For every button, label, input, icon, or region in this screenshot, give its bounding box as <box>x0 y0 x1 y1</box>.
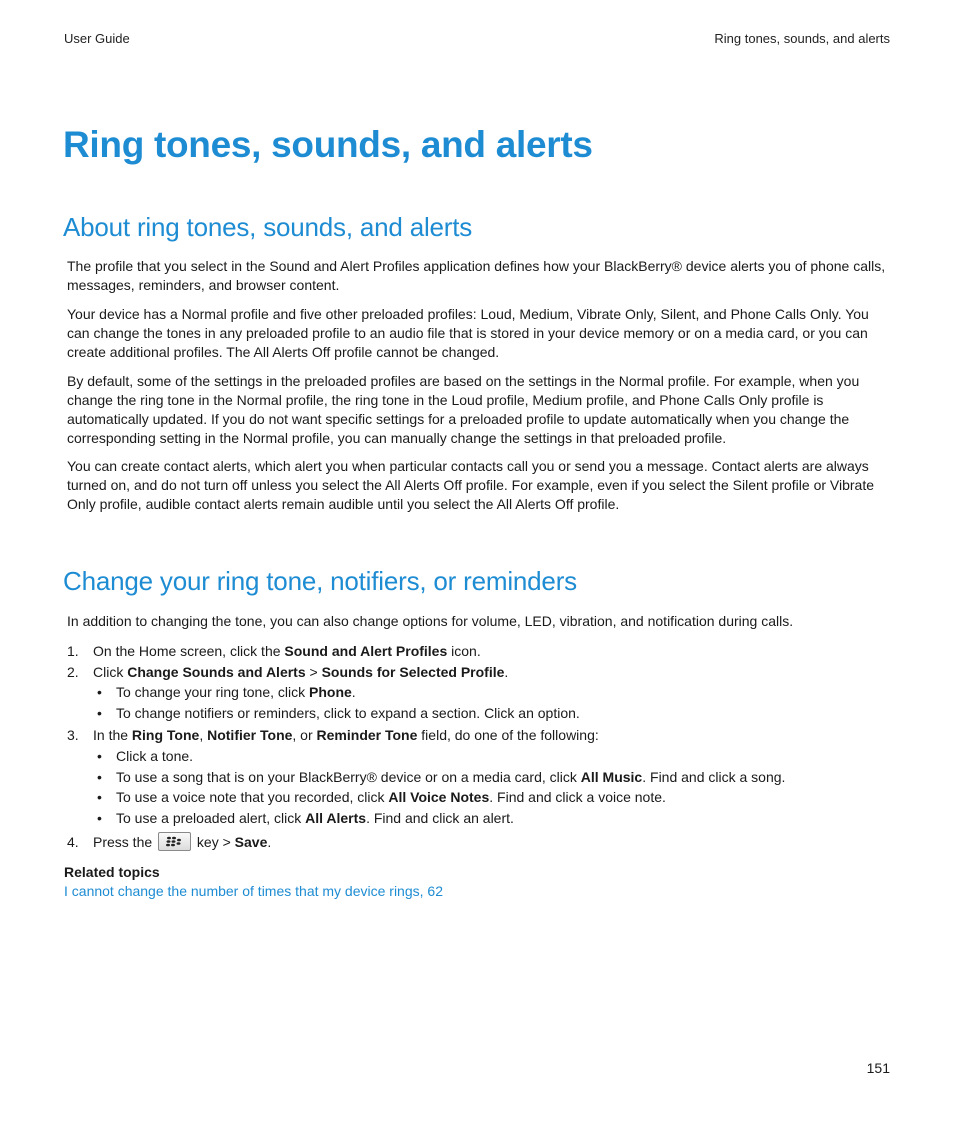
step-bold-text: Sound and Alert Profiles <box>284 643 448 659</box>
bullet-item <box>97 747 193 766</box>
step-text: On the Home screen, click the <box>93 643 285 659</box>
step-1 <box>67 642 481 661</box>
page-title: Ring tones, sounds, and alerts <box>63 124 593 165</box>
bullet-text: To use a voice note that you recorded, click <box>116 789 389 805</box>
step-2 <box>67 663 508 682</box>
bullet-text: . Find and click a voice note. <box>489 789 666 805</box>
step-bold-text: Change Sounds and Alerts <box>127 664 306 680</box>
bullet-item <box>97 788 666 807</box>
step-bold-text: Notifier Tone <box>207 727 293 743</box>
step-number: 4. <box>67 834 79 850</box>
bullet-dot: • <box>97 705 102 721</box>
section-heading-change: Change your ring tone, notifiers, or reminders <box>63 566 577 596</box>
bullet-text: Click a tone. <box>116 748 194 764</box>
related-topics-label: Related topics <box>64 864 160 880</box>
bullet-text: To use a song that is on your BlackBerry® device or on a media card, click <box>116 769 581 785</box>
bullet-item <box>97 768 785 787</box>
step-text: > <box>305 664 322 680</box>
section-heading-about: About ring tones, sounds, and alerts <box>63 212 473 242</box>
bullet-bold-text: All Voice Notes <box>388 789 490 805</box>
running-header-left: User Guide <box>64 31 130 46</box>
bullet-bold-text: All Music <box>580 769 643 785</box>
step-text: , or <box>292 727 317 743</box>
paragraph: By default, some of the settings in the preloaded profiles are based on the settings in the Normal profile. For example, when you change the ring tone in the Normal profile, the ring tone in the Loud profile, Medium profile, and Phone Calls Only profile is automatically updated. If you do not want specific settings for a preloaded profile to update automatically when you change the corresponding setting in the Normal profile, you can manually change the settings in that preloaded profile. <box>67 373 860 446</box>
related-topic-link[interactable]: I cannot change the number of times that my device rings, 62 <box>64 883 443 899</box>
step-text: icon. <box>447 643 481 659</box>
step-number: 3. <box>67 727 79 743</box>
step-text: Click <box>93 664 128 680</box>
paragraph: The profile that you select in the Sound and Alert Profiles application defines how your BlackBerry® device alerts you of phone calls, messages, reminders, and browser content. <box>67 258 886 293</box>
bullet-text: To change notifiers or reminders, click to expand a section. Click an option. <box>116 705 580 721</box>
step-number: 2. <box>67 664 79 680</box>
step-bold-text: Reminder Tone <box>316 727 418 743</box>
bullet-dot: • <box>97 810 102 826</box>
running-header-right: Ring tones, sounds, and alerts <box>714 31 890 46</box>
bullet-item <box>97 809 514 828</box>
bullet-dot: • <box>97 769 102 785</box>
step-text: field, do one of the following: <box>417 727 599 743</box>
step-bold-text: Sounds for Selected Profile <box>321 664 505 680</box>
step-text: Press the <box>93 834 157 850</box>
paragraph: You can create contact alerts, which alert you when particular contacts call you or send you a message. Contact alerts are always turned on, and do not turn off unless you select the All Alerts Off profile. For example, even if you select the Silent profile or Vibrate Only profile, audible contact alerts remain audible until you select the All Alerts Off profile. <box>67 458 875 512</box>
bullet-item <box>97 683 356 702</box>
step-3 <box>67 726 599 745</box>
bullet-text: . <box>351 684 356 700</box>
step-number: 1. <box>67 643 79 659</box>
step-text: . <box>504 664 509 680</box>
blackberry-menu-key-icon <box>158 832 191 851</box>
bullet-dot: • <box>97 684 102 700</box>
bullet-dot: • <box>97 789 102 805</box>
step-text: key > <box>193 834 235 850</box>
bullet-item <box>97 704 580 723</box>
page-number: 151 <box>866 1060 890 1076</box>
bullet-text: To use a preloaded alert, click <box>116 810 306 826</box>
bullet-text: . Find and click an alert. <box>366 810 514 826</box>
intro-paragraph: In addition to changing the tone, you can also change options for volume, LED, vibration, and notification during calls. <box>67 613 794 629</box>
bullet-text: . Find and click a song. <box>642 769 786 785</box>
step-bold-text: Save <box>234 834 268 850</box>
step-text: , <box>199 727 208 743</box>
step-text: . <box>267 834 272 850</box>
bullet-text: To change your ring tone, click <box>116 684 309 700</box>
bullet-dot: • <box>97 748 102 764</box>
bullet-bold-text: All Alerts <box>305 810 367 826</box>
paragraph: Your device has a Normal profile and five other preloaded profiles: Loud, Medium, Vibrate Only, Silent, and Phone Calls Only. You can change the tones in any preloaded profile to an audio file that is stored in your device memory or on a media card, or you can create additional profiles. The All Alerts Off profile cannot be changed. <box>67 306 869 360</box>
step-4 <box>67 832 271 852</box>
step-text: In the <box>93 727 132 743</box>
bullet-bold-text: Phone <box>309 684 352 700</box>
step-bold-text: Ring Tone <box>131 727 200 743</box>
